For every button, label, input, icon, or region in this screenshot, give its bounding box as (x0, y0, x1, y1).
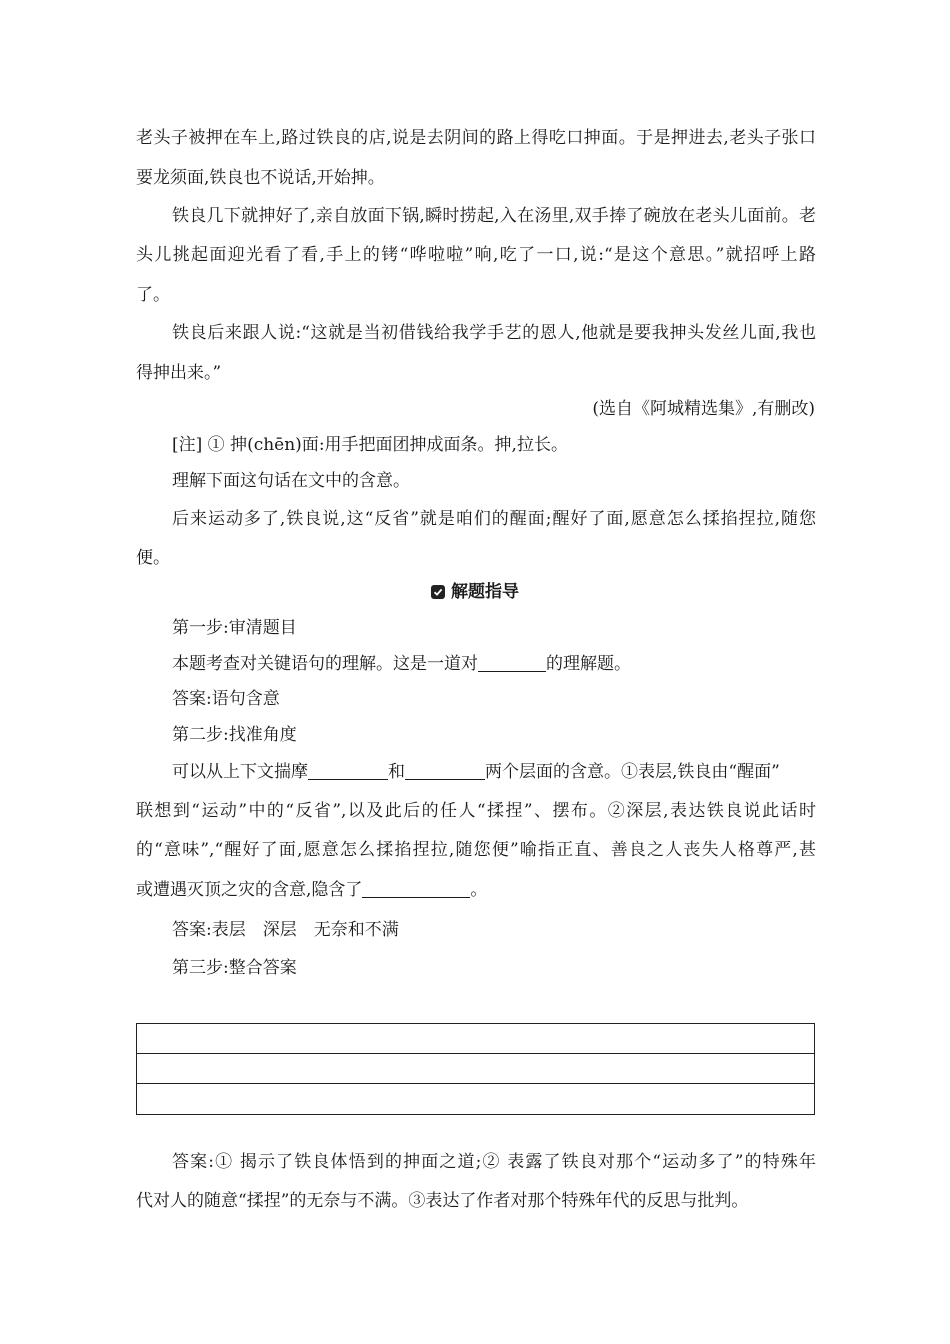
passage-text: 铁良几下就抻好了,亲自放面下锅,瞬时捞起,入在汤里,双手捧了碗放在老头儿面前。老 (172, 206, 816, 226)
answer-table-row (137, 1024, 814, 1054)
step-title: 第三步:整合答案 (172, 958, 297, 978)
passage-text: 头儿挑起面迎光看了看,手上的铐“哗啦啦”响,吃了一口,说:“是这个意思。”就招呼上路 (136, 245, 816, 265)
fill-blank (478, 654, 546, 672)
question-prompt: 理解下面这句话在文中的含意。 (172, 471, 410, 491)
step-text: 或遭遇灭顶之灾的含意,隐含了 。 (136, 880, 488, 900)
answer-table (136, 1023, 815, 1115)
step-text: 可以从上下文揣摩 和 两个层面的含意。①表层,铁良由“醒面” (172, 762, 780, 782)
final-answer: 代对人的随意“揉捏”的无奈与不满。③表达了作者对那个特殊年代的反思与批判。 (136, 1191, 749, 1211)
fill-blank (308, 762, 388, 780)
passage-text: 铁良后来跟人说:“这就是当初借钱给我学手艺的恩人,他就是要我抻头发丝儿面,我也 (172, 323, 816, 343)
step-answer: 答案:语句含意 (172, 689, 280, 709)
passage-text: 了。 (136, 285, 170, 305)
step-text: 联想到“运动”中的“反省”,以及此后的任人“揉捏”、摆布。②深层,表达铁良说此话时 (136, 801, 816, 821)
final-answer: 答案:① 揭示了铁良体悟到的抻面之道;② 表露了铁良对那个“运动多了”的特殊年 (172, 1152, 816, 1172)
answer-table-row (137, 1084, 814, 1114)
step-title: 第一步:审清题目 (172, 618, 297, 638)
source-citation: (选自《阿城精选集》,有删改) (592, 399, 815, 419)
step-text: 的“意味”,“醒好了面,愿意怎么揉掐捏拉,随您便”喻指正直、善良之人丧失人格尊严,甚 (136, 840, 816, 860)
step-title: 第二步:找准角度 (172, 725, 297, 745)
passage-text: 老头子被押在车上,路过铁良的店,说是去阴间的路上得吃口抻面。于是押进去,老头子张口 (136, 128, 816, 148)
step-text: 本题考查对关键语句的理解。这是一道对 的理解题。 (172, 654, 631, 674)
guide-heading (0, 581, 950, 603)
fill-blank (405, 762, 485, 780)
passage-text: 要龙须面,铁良也不说话,开始抻。 (136, 168, 385, 188)
question-sentence: 便。 (136, 548, 170, 568)
step-answer: 答案:表层 深层 无奈和不满 (172, 920, 399, 940)
footnote: [注] ① 抻(chēn)面:用手把面团抻成面条。抻,拉长。 (172, 435, 568, 455)
question-sentence: 后来运动多了,铁良说,这“反省”就是咱们的醒面;醒好了面,愿意怎么揉掐捏拉,随您 (172, 509, 816, 529)
checkbox-icon (431, 585, 445, 599)
answer-table-row (137, 1054, 814, 1084)
passage-text: 得抻出来。” (136, 363, 222, 383)
guide-title: 解题指导 (451, 582, 519, 602)
fill-blank (362, 880, 470, 898)
